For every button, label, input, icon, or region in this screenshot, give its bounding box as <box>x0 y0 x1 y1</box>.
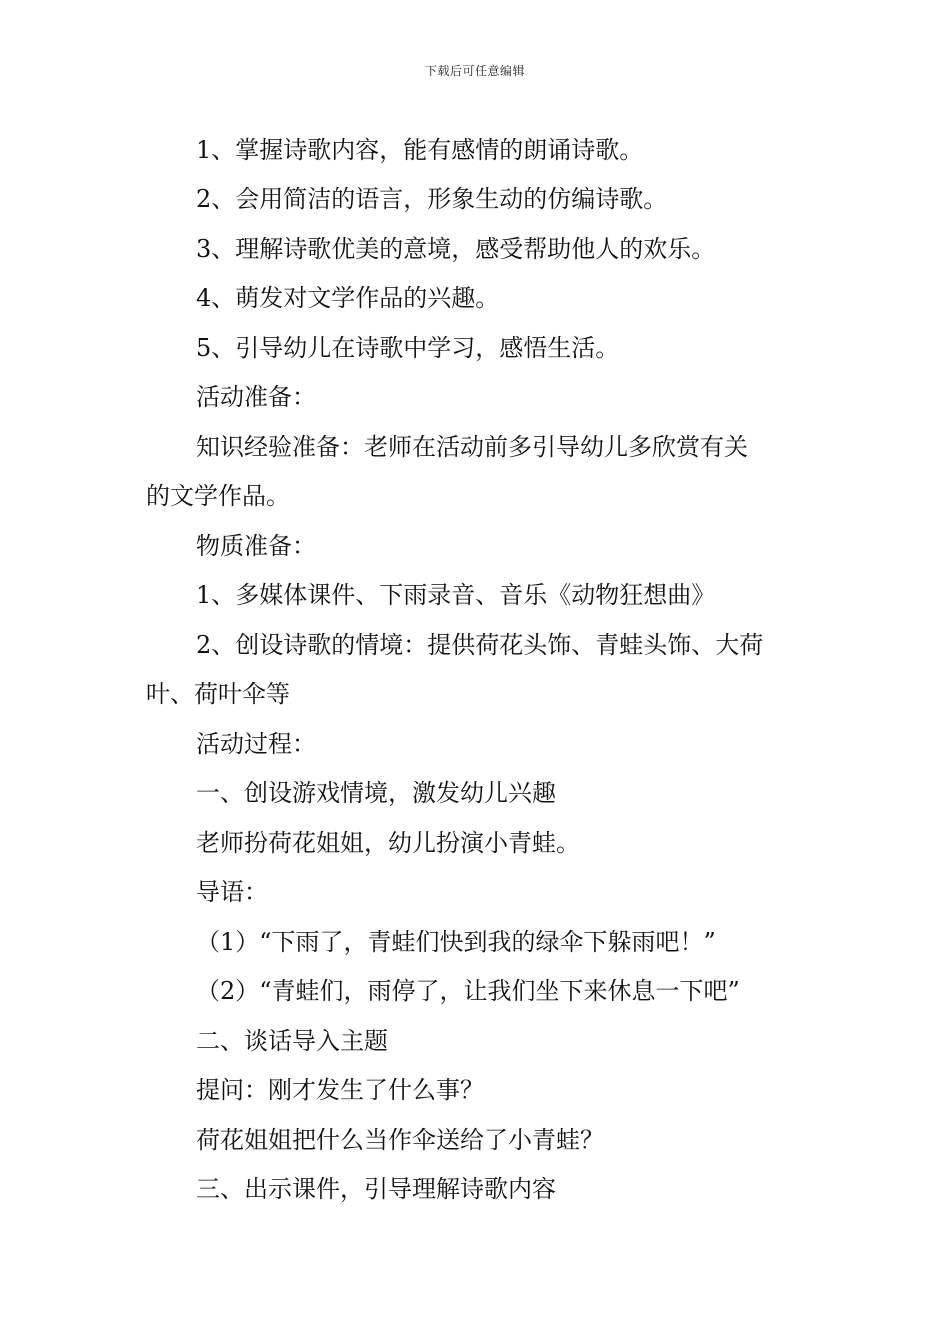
question-2: 荷花姐姐把什么当作伞送给了小青蛙？ <box>196 1126 604 1154</box>
step-1-heading: 一、创设游戏情境，激发幼儿兴趣 <box>196 779 556 807</box>
knowledge-preparation: 知识经验准备：老师在活动前多引导幼儿多欣赏有关 <box>196 433 748 461</box>
material-item-2-cont: 叶、荷叶伞等 <box>146 680 290 708</box>
objective-3: 3、理解诗歌优美的意境，感受帮助他人的欢乐。 <box>196 235 716 263</box>
material-item-1: 1、多媒体课件、下雨录音、音乐《动物狂想曲》 <box>196 581 716 609</box>
objective-5: 5、引导幼儿在诗歌中学习，感悟生活。 <box>196 334 620 362</box>
guide-line-2: （2）“青蛙们，雨停了，让我们坐下来休息一下吧” <box>196 977 740 1005</box>
step-2-heading: 二、谈话导入主题 <box>196 1027 388 1055</box>
objective-1: 1、掌握诗歌内容，能有感情的朗诵诗歌。 <box>196 136 644 164</box>
material-preparation-heading: 物质准备： <box>196 532 316 560</box>
step-1-text: 老师扮荷花姐姐，幼儿扮演小青蛙。 <box>196 829 580 857</box>
objective-2: 2、会用简洁的语言，形象生动的仿编诗歌。 <box>196 185 668 213</box>
material-item-2: 2、创设诗歌的情境：提供荷花头饰、青蛙头饰、大荷 <box>196 631 764 659</box>
guide-line-1: （1）“下雨了，青蛙们快到我的绿伞下躲雨吧！” <box>196 928 716 956</box>
guide-label: 导语： <box>196 878 268 906</box>
knowledge-preparation-cont: 的文学作品。 <box>146 482 290 510</box>
step-3-heading: 三、出示课件，引导理解诗歌内容 <box>196 1175 556 1203</box>
section-heading-process: 活动过程： <box>196 730 316 758</box>
page-header: 下载后可任意编辑 <box>424 64 525 78</box>
objective-4: 4、萌发对文学作品的兴趣。 <box>196 284 500 312</box>
section-heading-preparation: 活动准备： <box>196 383 316 411</box>
question-1: 提问：刚才发生了什么事？ <box>196 1076 484 1104</box>
